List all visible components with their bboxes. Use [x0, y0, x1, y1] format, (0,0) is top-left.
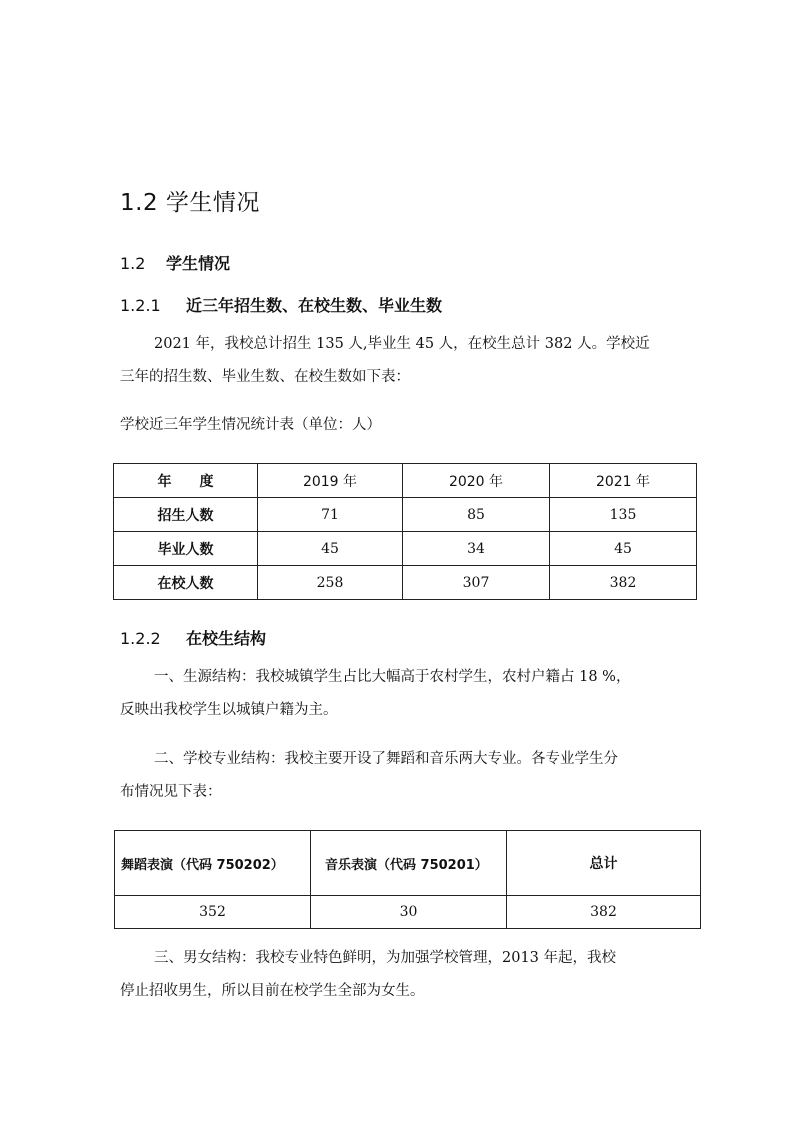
structure1-line-1: 一、生源结构：我校城镇学生占比大幅高于农村学生，农村户籍占 18 %， [154, 669, 631, 685]
structure2-line-2: 布情况见下表： [120, 784, 222, 800]
table-cell: 71 [258, 498, 403, 532]
structure-paragraph-3 [120, 942, 700, 1008]
table-cell: 382 [550, 566, 697, 600]
subsection-heading-1-2-1 [120, 293, 442, 316]
structure3-line-1: 三、男女结构：我校专业特色鲜明，为加强学校管理，2013 年起，我校 [154, 950, 617, 966]
table-cell: 85 [403, 498, 550, 532]
header-cell-dance: 舞蹈表演（代码 750202） [115, 831, 311, 896]
table-row [114, 532, 697, 566]
header-cell-2020: 2020 年 [403, 464, 550, 498]
table-header-row [114, 464, 697, 498]
intro-line-1: 2021 年，我校总计招生 135 人,毕业生 45 人，在校生总计 382 人。学校近 [154, 336, 650, 352]
table-cell: 34 [403, 532, 550, 566]
table-row [114, 566, 697, 600]
subsection-number: 1.2.1 [120, 296, 161, 315]
table-cell: 258 [258, 566, 403, 600]
subsection-title: 在校生结构 [186, 629, 267, 648]
structure-paragraph-2 [120, 743, 700, 809]
major-distribution-table [114, 830, 701, 929]
table-row [114, 498, 697, 532]
subsection-heading-1-2-2 [120, 626, 266, 649]
table-header-row [115, 831, 701, 896]
header-cell-2019: 2019 年 [258, 464, 403, 498]
intro-paragraph [120, 328, 700, 394]
structure3-line-2: 停止招收男生，所以目前在校学生全部为女生。 [120, 983, 425, 999]
structure-paragraph-1 [120, 661, 700, 727]
table-cell: 135 [550, 498, 697, 532]
section-title: 学生情况 [166, 254, 231, 273]
table-cell: 30 [311, 896, 507, 929]
row-label-graduates: 毕业人数 [114, 532, 258, 566]
structure2-line-1: 二、学校专业结构：我校主要开设了舞蹈和音乐两大专业。各专业学生分 [154, 751, 618, 767]
structure1-line-2: 反映出我校学生以城镇户籍为主。 [120, 702, 338, 718]
row-label-enrolled: 在校人数 [114, 566, 258, 600]
table-row [115, 896, 701, 929]
student-stats-table [113, 463, 697, 600]
page-title: 1.2 学生情况 [120, 190, 260, 216]
section-heading [120, 251, 230, 274]
table-cell: 45 [258, 532, 403, 566]
row-label-enrollment: 招生人数 [114, 498, 258, 532]
table-cell: 307 [403, 566, 550, 600]
subsection-number: 1.2.2 [120, 629, 161, 648]
section-number: 1.2 [120, 254, 146, 273]
table-cell: 352 [115, 896, 311, 929]
table1-caption: 学校近三年学生情况统计表（单位：人） [120, 417, 381, 433]
table-cell: 45 [550, 532, 697, 566]
header-cell-2021: 2021 年 [550, 464, 697, 498]
header-cell-year: 年 度 [114, 464, 258, 498]
intro-line-2: 三年的招生数、毕业生数、在校生数如下表： [120, 369, 410, 385]
header-cell-music: 音乐表演（代码 750201） [311, 831, 507, 896]
subsection-title: 近三年招生数、在校生数、毕业生数 [186, 296, 443, 315]
table-cell: 382 [507, 896, 701, 929]
header-cell-total: 总计 [507, 831, 701, 896]
